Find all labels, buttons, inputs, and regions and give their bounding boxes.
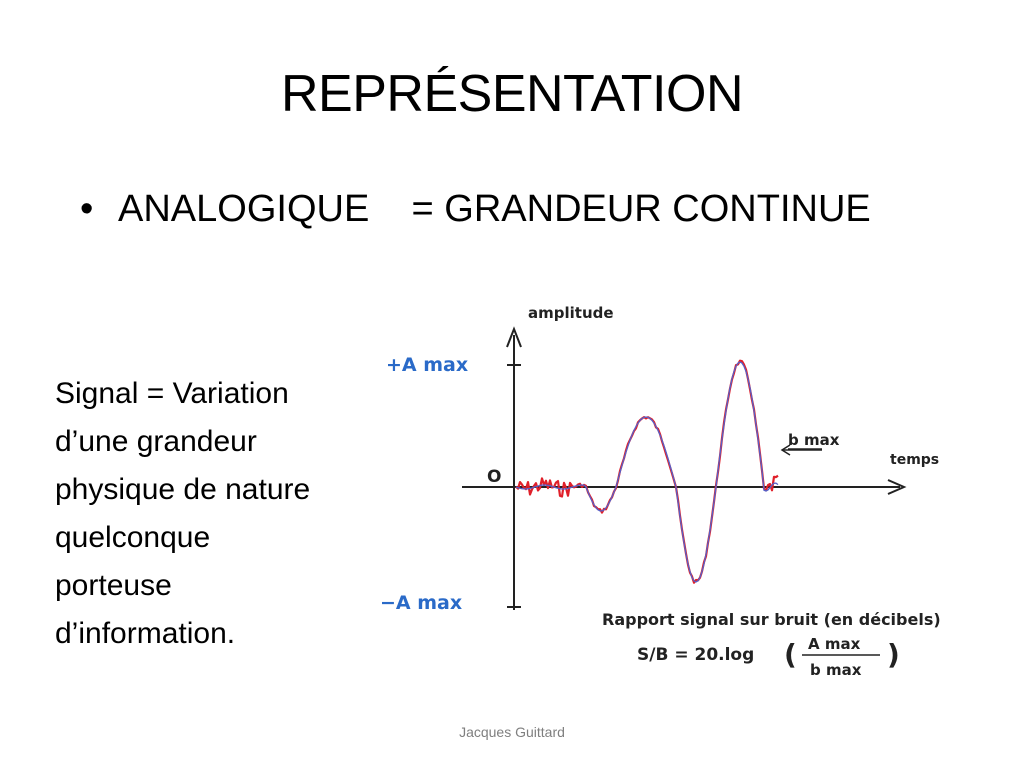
analog-signal-figure [370, 295, 1010, 685]
bmax-label: b max [788, 431, 840, 449]
footer-author: Jacques Guittard [459, 724, 565, 740]
bullet-marker: • [80, 188, 94, 230]
bullet-item-analogique [80, 186, 871, 232]
description-line: d’une grandeur [55, 425, 257, 458]
origin-label: O [487, 467, 502, 487]
plus-amax-label: +A max [386, 354, 469, 376]
formula-paren-open: ( [784, 638, 797, 671]
formula-paren-close: ) [887, 638, 900, 671]
bullet-definition: = GRANDEUR CONTINUE [411, 188, 871, 230]
description-line: d’information. [55, 617, 236, 650]
x-axis-label: temps [890, 452, 940, 468]
description-line: physique de nature [55, 473, 311, 506]
description-line: porteuse [55, 569, 172, 602]
y-axis-label: amplitude [528, 304, 614, 322]
description-line: quelconque [55, 521, 211, 554]
bullet-term: ANALOGIQUE [118, 188, 370, 230]
signal-trace-core [516, 362, 778, 582]
formula-numerator: A max [808, 635, 861, 653]
minus-amax-label: −A max [380, 592, 463, 614]
formula-lhs: S/B = 20.log [637, 645, 755, 665]
slide-title: REPRÉSENTATION [280, 65, 743, 123]
snr-caption: Rapport signal sur bruit (en décibels) [602, 610, 941, 629]
signal-trace-noisy [516, 361, 778, 583]
formula-denominator: b max [810, 661, 862, 679]
description-line: Signal = Variation [55, 377, 289, 410]
signal-description [55, 370, 375, 658]
